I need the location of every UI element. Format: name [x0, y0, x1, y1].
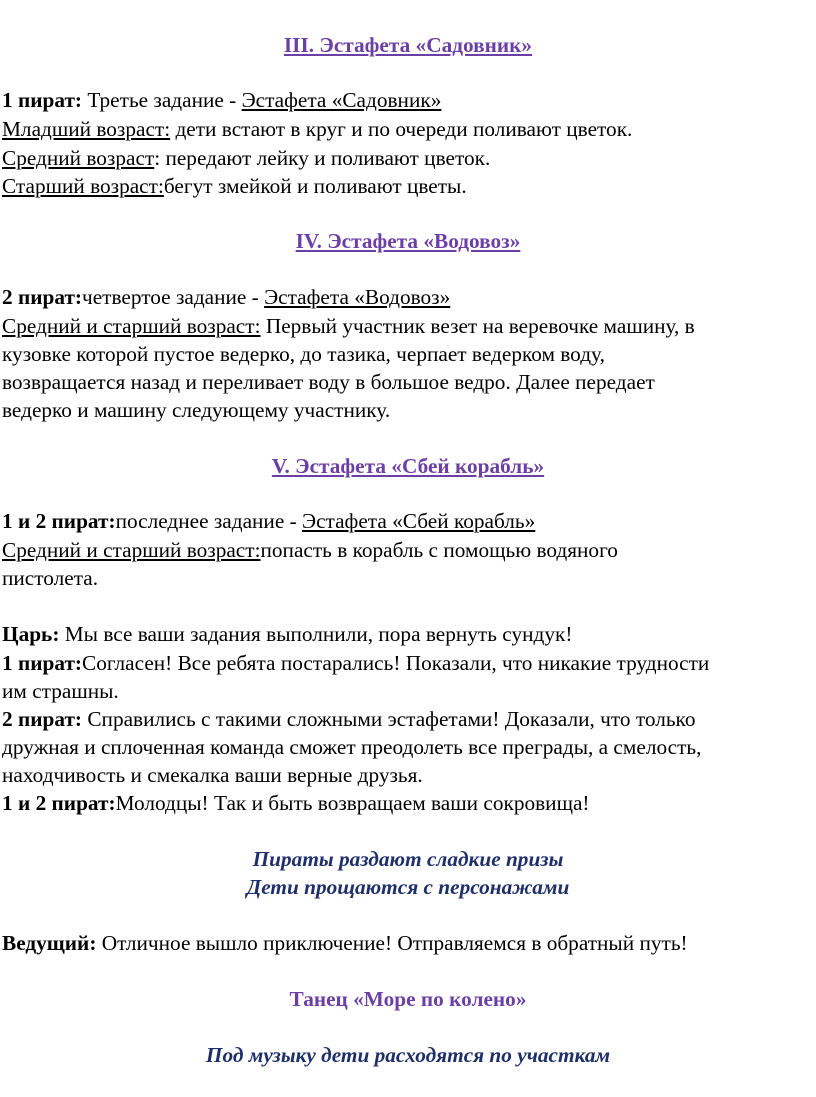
pirate2-line-1: [2, 705, 695, 733]
speaker: 1 и 2 пират:: [2, 791, 116, 815]
stage-direction-1: Пираты раздают сладкие призы: [252, 847, 564, 871]
s4-desc-line-1: [2, 312, 695, 340]
text: Первый участник везет на веревочке машину, в: [260, 314, 695, 338]
section-4-heading: IV. Эстафета «Водовоз»: [295, 229, 521, 253]
final-direction: Под музыку дети расходятся по участкам: [205, 1043, 611, 1067]
s3-junior-line: [2, 115, 632, 143]
text: Третье задание -: [82, 88, 242, 112]
text: Отличное вышло приключение! Отправляемся в обратный путь!: [96, 931, 688, 955]
s3-senior-line: [2, 172, 467, 200]
stage-direction-2: Дети прощаются с персонажами: [246, 875, 570, 899]
pirate2-line-2: дружная и сплоченная команда сможет преодолеть все преграды, а смелость,: [2, 735, 702, 759]
section-5-heading: V. Эстафета «Сбей корабль»: [271, 454, 545, 478]
s3-intro-line: [2, 86, 441, 114]
s5-desc-line-1: [2, 536, 618, 564]
s4-intro-line: [2, 283, 450, 311]
relay-name: Эстафета «Сбей корабль»: [302, 509, 536, 533]
relay-name: Эстафета «Садовник»: [241, 88, 442, 112]
host-line: [2, 929, 688, 957]
speaker: 1 пират:: [2, 88, 83, 112]
age-label: Средний возраст: [2, 146, 155, 170]
pirate1-line-2: им страшны.: [2, 679, 119, 703]
text: Молодцы! Так и быть возвращаем ваши сокровища!: [115, 791, 590, 815]
age-label: Средний и старший возраст:: [2, 314, 261, 338]
s4-desc-line-3: возвращается назад и переливает воду в большое ведро. Далее передает: [2, 370, 655, 394]
pirates-both-line: [2, 789, 590, 817]
tsar-line: [2, 620, 572, 648]
speaker: 1 и 2 пират:: [2, 509, 116, 533]
age-label: Средний и старший возраст:: [2, 538, 261, 562]
dance-heading: Танец «Море по колено»: [289, 987, 527, 1011]
text: Справились с такими сложными эстафетами! Доказали, что только: [82, 707, 696, 731]
s5-desc-line-2: пистолета.: [2, 566, 99, 590]
text: четвертое задание -: [82, 285, 265, 309]
s4-desc-line-2: кузовке которой пустое ведерко, до тазика, черпает ведерком воду,: [2, 342, 605, 366]
speaker: 1 пират:: [2, 651, 83, 675]
section-3-heading: III. Эстафета «Садовник»: [283, 33, 533, 57]
speaker: Ведущий:: [2, 931, 97, 955]
text: Согласен! Все ребята постарались! Показали, что никакие трудности: [82, 651, 710, 675]
s5-intro-line: [2, 507, 535, 535]
text: : передают лейку и поливают цветок.: [154, 146, 491, 170]
pirate1-line-1: [2, 649, 709, 677]
age-label: Старший возраст:: [2, 174, 164, 198]
text: последнее задание -: [115, 509, 303, 533]
text: дети встают в круг и по очереди поливают цветок.: [170, 117, 633, 141]
text: бегут змейкой и поливают цветы.: [163, 174, 467, 198]
speaker: 2 пират:: [2, 707, 83, 731]
s4-desc-line-4: ведерко и машину следующему участнику.: [2, 398, 391, 422]
relay-name: Эстафета «Водовоз»: [264, 285, 451, 309]
age-label: Младший возраст:: [2, 117, 171, 141]
pirate2-line-3: находчивость и смекалка ваши верные друзья.: [2, 763, 423, 787]
speaker: Царь:: [2, 622, 60, 646]
speaker: 2 пират:: [2, 285, 83, 309]
text: попасть в корабль с помощью водяного: [260, 538, 618, 562]
s3-middle-line: [2, 144, 490, 172]
text: Мы все ваши задания выполнили, пора вернуть сундук!: [59, 622, 573, 646]
